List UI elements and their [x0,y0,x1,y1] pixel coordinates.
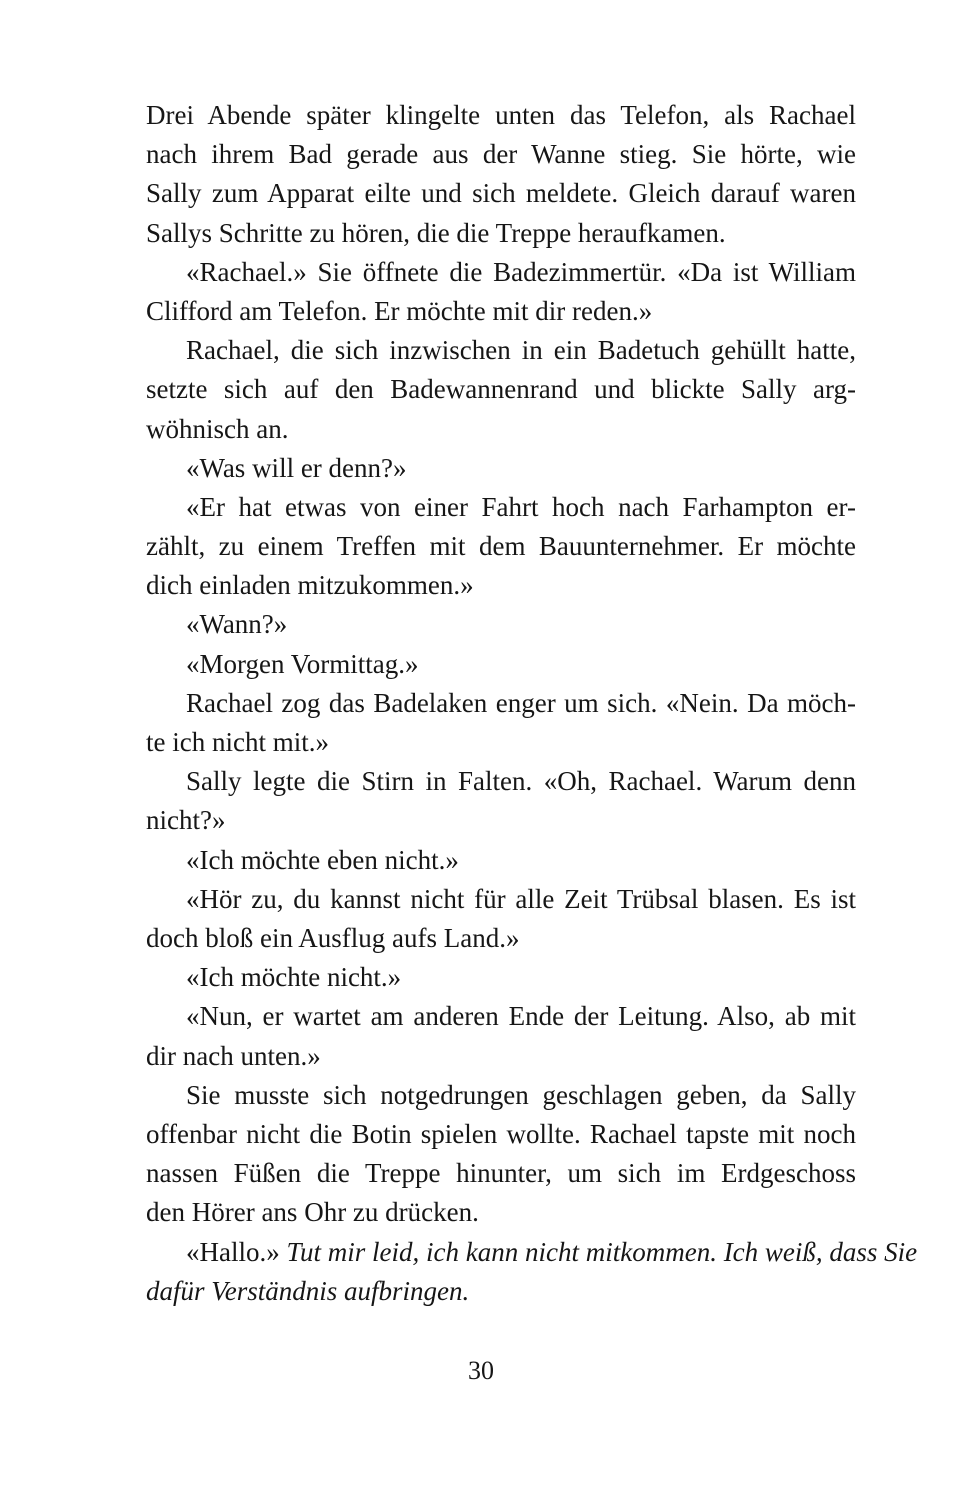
text-line: Drei Abende später klingelte unten das Telefon, als Rachael [146,100,856,130]
text-line: «Er hat etwas von einer Fahrt hoch nach Farhampton er- [186,491,856,522]
final-line-1-roman: «Hallo.» [186,1237,287,1267]
text-line: «Wann?» [186,609,288,640]
final-line-1 [146,1233,918,1272]
text-line: «Was will er denn?» [186,452,407,483]
text-line: Sally zum Apparat eilte und sich meldete. Gleich darauf waren [146,178,856,209]
text-line: den Hörer ans Ohr zu drücken. [146,1197,479,1228]
text-line: te ich nicht mit.» [146,727,329,757]
text-line: nach ihrem Bad gerade aus der Wanne stieg. Sie hörte, wie [146,139,856,170]
text-line: offenbar nicht die Botin spielen wollte. Rachael tapste mit noch [146,1118,856,1149]
text-line: wöhnisch an. [146,413,289,444]
text-line: «Nun, er wartet am anderen Ende der Leitung. Also, ab mit [186,1001,856,1032]
text-line: nassen Füßen die Treppe hinunter, um sich im Erdgeschoss [146,1158,856,1189]
text-line: Rachael zog das Badelaken enger um sich. «Nein. Da möch- [186,687,856,718]
text-line: Sallys Schritte zu hören, die die Treppe heraufkamen. [146,217,726,248]
text-line: «Rachael.» Sie öffnete die Badezimmertür. «Da ist William [186,256,856,287]
text-line: dich einladen mitzukommen.» [146,570,474,601]
text-line: «Hör zu, du kannst nicht für alle Zeit Trübsal blasen. Es ist [186,883,856,914]
final-line-2: dafür Verständnis aufbringen. [146,1276,470,1307]
body-text [146,96,856,1232]
text-line: Sie musste sich notgedrungen geschlagen geben, da Sally [186,1079,856,1110]
text-line: «Ich möchte nicht.» [186,962,402,993]
text-line: Clifford am Telefon. Er möchte mit dir reden.» [146,295,653,326]
text-line: doch bloß ein Ausflug aufs Land.» [146,922,520,953]
text-line: zählt, zu einem Treffen mit dem Bauunternehmer. Er möchte [146,531,856,562]
text-line: «Morgen Vormittag.» [186,648,419,679]
text-line: «Ich möchte eben nicht.» [186,844,459,875]
final-line-1-italic: Tut mir leid, ich kann nicht mitkommen. Ich weiß, dass Sie [286,1237,918,1267]
text-line: dir nach unten.» [146,1040,321,1071]
text-line: setzte sich auf den Badewannenrand und blickte Sally arg- [146,374,856,405]
final-paragraph [146,1233,918,1311]
text-line: Rachael, die sich inzwischen in ein Badetuch gehüllt hatte, [186,335,856,366]
text-line: nicht?» [146,805,226,836]
text-line: Sally legte die Stirn in Falten. «Oh, Rachael. Warum denn [186,766,856,797]
page-number: 30 [468,1356,494,1385]
